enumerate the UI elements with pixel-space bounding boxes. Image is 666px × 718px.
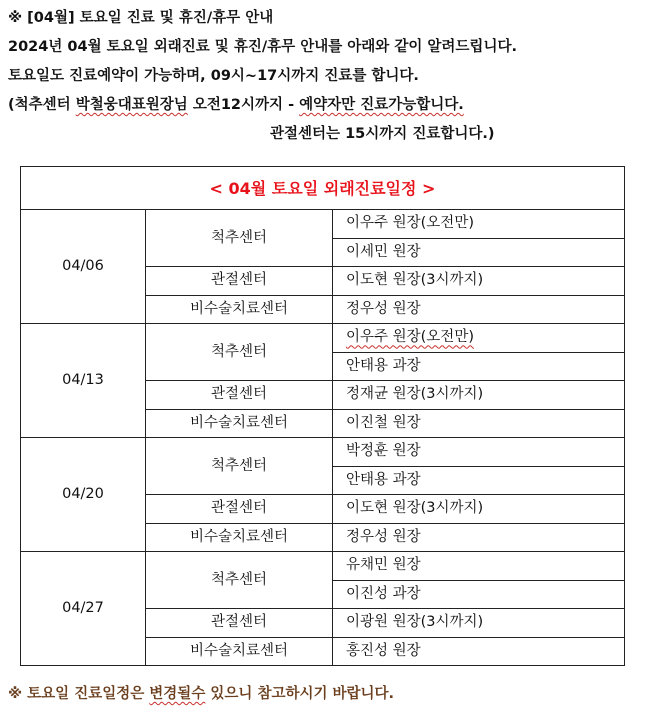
department-cell: 관절센터 — [146, 381, 333, 410]
doctor-cell: 이도현 원장(3시까지) — [333, 495, 625, 524]
department-cell: 비수술치료센터 — [146, 409, 333, 438]
doctor-cell: 정우성 원장 — [333, 295, 625, 324]
department-cell: 관절센터 — [146, 609, 333, 638]
department-cell: 비수술치료센터 — [146, 523, 333, 552]
spine-note-prefix: (척추센터 — [8, 97, 76, 113]
doctor-cell: 이진성 과장 — [333, 580, 625, 609]
notice-line-joint-note: 관절센터는 15시까지 진료합니다.) — [270, 126, 495, 142]
doctor-cell: 이세민 원장 — [333, 238, 625, 267]
notice-line-announcement: 2024년 04월 토요일 외래진료 및 휴진/휴무 안내를 아래와 같이 알려드립니다. — [8, 39, 517, 55]
saturday-schedule-table — [20, 166, 625, 666]
doctor-cell: 이광원 원장(3시까지) — [333, 609, 625, 638]
department-cell: 척추센터 — [146, 552, 333, 609]
doctor-cell: 정재균 원장(3시까지) — [333, 381, 625, 410]
department-cell: 관절센터 — [146, 267, 333, 296]
footnote-prefix: ※ 토요일 진료일정은 — [8, 686, 150, 702]
reservation-note: 예약자만 진료가능합니다. — [299, 97, 464, 113]
department-cell: 척추센터 — [146, 438, 333, 495]
doctor-cell: 이도현 원장(3시까지) — [333, 267, 625, 296]
week-date: 04/13 — [21, 324, 146, 438]
doctor-cell — [333, 324, 625, 353]
doctor-cell: 안태용 과장 — [333, 352, 625, 381]
table-row — [21, 210, 625, 239]
spine-note-hours: 오전12시까지 - — [187, 97, 300, 113]
schedule-change-footnote — [8, 682, 394, 703]
department-cell: 관절센터 — [146, 495, 333, 524]
department-cell: 비수술치료센터 — [146, 295, 333, 324]
week-date: 04/27 — [21, 552, 146, 666]
notice-line-hours: 토요일도 진료예약이 가능하며, 09시~17시까지 진료를 합니다. — [8, 68, 419, 84]
table-row — [21, 438, 625, 467]
footnote-suffix: 있으니 참고하시기 바랍니다. — [205, 686, 395, 702]
doctor-cell: 유채민 원장 — [333, 552, 625, 581]
footnote-flagged-word: 변경될수 — [149, 686, 206, 702]
table-row — [21, 552, 625, 581]
doctor-cell: 홍진성 원장 — [333, 637, 625, 666]
director-name: 박철웅대표원장님 — [75, 97, 188, 113]
table-row — [21, 324, 625, 353]
doctor-cell: 안태용 과장 — [333, 466, 625, 495]
doctor-name-flagged: 이우주 원장(오전만) — [346, 329, 474, 346]
schedule-title: < 04월 토요일 외래진료일정 > — [21, 167, 625, 210]
doctor-cell: 정우성 원장 — [333, 523, 625, 552]
doctor-cell: 박정훈 원장 — [333, 438, 625, 467]
notice-heading: ※ [04월] 토요일 진료 및 휴진/휴무 안내 — [8, 10, 274, 26]
doctor-cell: 이진철 원장 — [333, 409, 625, 438]
table-title-row — [21, 167, 625, 210]
department-cell: 척추센터 — [146, 210, 333, 267]
department-cell: 비수술치료센터 — [146, 637, 333, 666]
intro-notice — [8, 4, 658, 149]
notice-line-spine-note — [8, 91, 658, 120]
week-date: 04/20 — [21, 438, 146, 552]
week-date: 04/06 — [21, 210, 146, 324]
doctor-cell: 이우주 원장(오전만) — [333, 210, 625, 239]
department-cell: 척추센터 — [146, 324, 333, 381]
